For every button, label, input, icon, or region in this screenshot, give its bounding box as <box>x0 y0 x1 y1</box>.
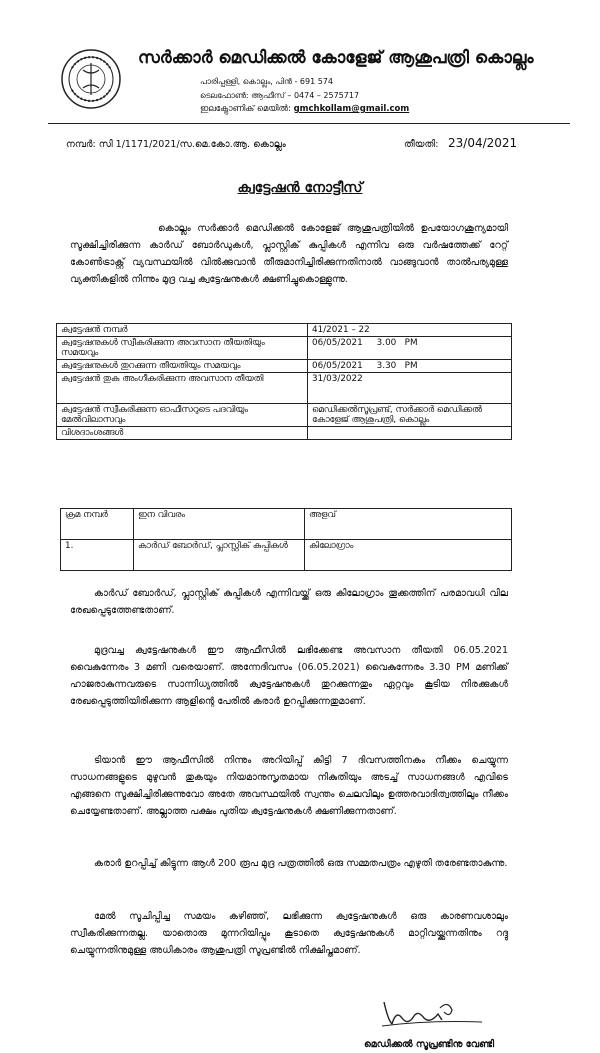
quotation-details-table <box>56 323 512 440</box>
table-header-row <box>61 509 512 540</box>
header-divider <box>48 123 570 124</box>
notice-heading <box>0 177 600 196</box>
signatory-label: മെഡിക്കൽ സൂപ്രണ്ടിനു വേണ്ടി <box>364 1039 495 1050</box>
table-cell-label: വിശദാംശങ്ങൾ <box>57 427 308 440</box>
body-paragraph: കരാർ ഉറപ്പിച്ച് കിട്ടുന്ന ആൾ 200 രൂപ മുദ്ര പത്രത്തിൽ ഒരു സമ്മതപത്രം എഴുതി തരേണ്ടതാകുന്നു. <box>94 858 508 869</box>
table-header-cell: അളവ് <box>305 509 512 540</box>
items-table <box>60 508 512 571</box>
table-header-cell: ഇന വിവരം <box>134 509 305 540</box>
intro-paragraph: കൊല്ലം സർക്കാർ മെഡിക്കൽ കോളേജ് ആശുപത്രിയിൽ ഉപയോഗശൂന്യമായി സൂക്ഷിച്ചിരിക്കുന്ന കാർഡ് ബോർഡുകൾ, പ്ലാസ്റ്റിക് കുപ്പികൾ എന്നിവ ഒരു വർഷത്തേക്ക് റേറ്റ് കോൺട്രാക്റ്റ് വ്യവസ്ഥയിൽ വിൽക്കുവാൻ തീരുമാനിച്ചിരിക്കുന്നതിനാൽ വാങ്ങുവാൻ താൽപര്യമുള്ള വ്യക്തികളിൽ നിന്നും മുദ്ര വച്ച ക്വട്ടേഷനുകൾ ക്ഷണിച്ചുകൊള്ളുന്നു. <box>70 223 508 285</box>
body-paragraph: മേൽ സൂചിപ്പിച്ച സമയം കഴിഞ്ഞ്, ലഭിക്കുന്ന ക്വട്ടേഷനുകൾ ഒരു കാരണവശാലും സ്വീകരിക്കുന്നതല്ല. യാതൊരു മുന്നറിയിപ്പും കൂടാതെ ക്വട്ടേഷനുകൾ മാറ്റിവയ്ക്കുന്നതിനും റദ്ദു ചെയ്യുന്നതിനുമുള്ള അധികാരം ആശുപത്രി സൂപ്രണ്ടിൽ നിക്ഷിപ്തമാണ്. <box>70 911 508 956</box>
table-cell-label: ക്വട്ടേഷൻ തുക അംഗീകരിക്കുന്ന അവസാന തീയതി <box>57 373 308 404</box>
notice-heading-text: ക്വട്ടേഷൻ നോട്ടീസ് <box>237 180 363 196</box>
table-cell: കാർഡ് ബോർഡ്, പ്ലാസ്റ്റിക് കുപ്പികൾ <box>134 540 305 571</box>
table-cell-value: 41/2021 – 22 <box>308 324 512 337</box>
reference-number: നമ്പർ: സി 1/1171/2021/സ.മെ.കോ.ആ. കൊല്ലം <box>66 139 286 150</box>
date-label: തീയതി: <box>404 139 439 150</box>
table-cell-label: ക്വട്ടേഷനുകൾ തുറക്കുന്ന തീയതിയും സമയവും <box>57 360 308 373</box>
body-paragraph: ടിയാൻ ഈ ആഫീസിൽ നിന്നും അറിയിപ്പ് കിട്ടി 7 ദിവസത്തിനകം നീക്കം ചെയ്യുന്ന സാധനങ്ങളുടെ മുഴുവൻ തുകയും നിയമാനുസൃതമായ നികുതിയും അടച്ച് സാധനങ്ങൾ എവിടെ എങ്ങനെ സൂക്ഷിച്ചിരിക്കുന്നുവോ അതേ അവസ്ഥയിൽ സ്വന്തം ചെലവിലും ഉത്തരവാദിത്വത്തിലും നീക്കം ചെയ്യേണ്ടതാണ്. അല്ലാത്ത പക്ഷം പുതിയ ക്വട്ടേഷനുകൾ ക്ഷണിക്കുന്നതാണ്. <box>70 755 508 817</box>
table-cell: കിലോഗ്രാം <box>305 540 512 571</box>
email-link[interactable]: gmchkollam@gmail.com <box>293 104 410 114</box>
table-row <box>57 404 512 427</box>
college-seal-icon <box>60 48 122 110</box>
table-cell-value: 06/05/2021 3.00 PM <box>308 337 512 360</box>
table-cell-value: 31/03/2022 <box>308 373 512 404</box>
table-row <box>61 540 512 571</box>
table-cell-label: ക്വട്ടേഷൻ നമ്പർ <box>57 324 308 337</box>
body-paragraph: കാർഡ് ബോർഡ്, പ്ലാസ്റ്റിക് കുപ്പികൾ എന്നിവയ്ക്ക് ഒരു കിലോഗ്രാം തൂക്കത്തിന് പരമാവധി വില രേഖപ്പെടുത്തേണ്ടതാണ്. <box>70 588 508 616</box>
table-row <box>57 337 512 360</box>
table-cell-value <box>308 427 512 440</box>
table-cell-label: ക്വട്ടേഷനുകൾ സ്വീകരിക്കുന്ന അവസാന തീയതിയും സമയവും <box>57 337 308 360</box>
table-row <box>57 427 512 440</box>
table-row <box>57 373 512 404</box>
org-address: പാരിപ്പള്ളി, കൊല്ലം, പിൻ - 691 574 <box>200 77 333 86</box>
table-row <box>57 324 512 337</box>
date-value: 23/04/2021 <box>448 136 518 150</box>
table-header-cell: ക്രമ നമ്പർ <box>61 509 134 540</box>
org-email-line <box>200 104 409 114</box>
org-title: സർക്കാർ മെഡിക്കൽ കോളേജ് ആശുപത്രി കൊല്ലം <box>138 48 534 68</box>
handwritten-signature <box>378 990 488 1032</box>
org-phone: ടെലഫോൺ: ആഫീസ് – 0474 – 2575717 <box>200 91 360 100</box>
table-cell-value: 06/05/2021 3.30 PM <box>308 360 512 373</box>
email-label: ഇലക്ട്രോണിക് മെയിൽ: <box>200 104 291 114</box>
table-cell-value: മെഡിക്കൽസൂപ്രണ്ട്, സർക്കാർ മെഡിക്കൽ കോളേജ് ആശുപത്രി, കൊല്ലം <box>308 404 512 427</box>
table-cell-label: ക്വട്ടേഷൻ സ്വീകരിക്കുന്ന ഓഫീസറുടെ പദവിയും മേൽവിലാസവും <box>57 404 308 427</box>
table-cell: 1. <box>61 540 134 571</box>
body-paragraph: മുദ്രവച്ച ക്വട്ടേഷനുകൾ ഈ ആഫീസിൽ ലഭിക്കേണ്ട അവസാന തീയതി 06.05.2021 വൈകുന്നേരം 3 മണി വരെയാണ്. അന്നേദിവസം (06.05.2021) വൈകുന്നേരം 3.30 PM മണിക്ക് ഹാജരാകുന്നവരുടെ സാന്നിധ്യത്തിൽ ക്വട്ടേഷനുകൾ തുറക്കുന്നതും ഏറ്റവും കൂടിയ നിരക്കുകൾ രേഖപ്പെടുത്തിയിരിക്കുന്ന ആളിന്റെ പേരിൽ കരാർ ഉറപ്പിക്കുന്നതുമാണ്. <box>70 645 508 707</box>
table-row <box>57 360 512 373</box>
